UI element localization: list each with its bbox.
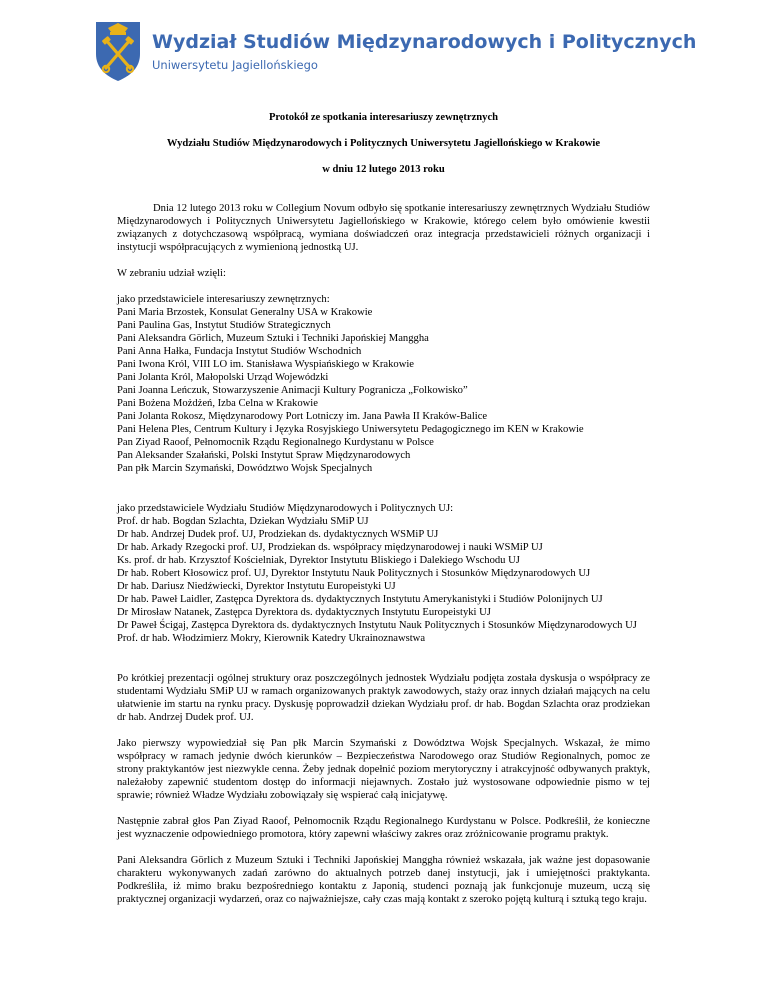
discussion-paragraph: Następnie zabrał głos Pan Ziyad Raoof, Pełnomocnik Rządu Regionalnego Kurdystanu w Polsce. Podkreślił, że konieczne jest wyznaczenie odpowiedniego promotora, który zapewni właściwy zakres oraz zróżnicowanie programu praktyk. [117,816,650,840]
university-name: Uniwersytetu Jagiellońskiego [152,58,318,72]
list-item: Pani Anna Hałka, Fundacja Instytut Studiów Wschodnich [117,346,362,357]
list-item: Dr Paweł Ścigaj, Zastępca Dyrektora ds. dydaktycznych Instytutu Nauk Politycznych i Stosunków Międzynarodowych UJ [117,620,637,631]
discussion-paragraph: Po krótkiej prezentacji ogólnej struktury oraz poszczególnych jednostek Wydziału podjęta została dyskusja o współpracy ze studentami Wydziału SMiP UJ w ramach organizowanych praktyk zawodowych, staży oraz innych działań mających na celu ułatwienie im startu na rynku pracy. Dyskusję poprowadził dziekan Wydziału prof. dr hab. Bogdan Szlachta oraz prodziekan dr hab. Andrzej Dudek prof. UJ. [117,673,650,723]
list-item: Prof. dr hab. Włodzimierz Mokry, Kierownik Katedry Ukrainoznawstwa [117,633,426,644]
attendance-heading: W zebraniu udział wzięli: [117,268,226,279]
list-item: Pani Iwona Król, VIII LO im. Stanisława Wyspiańskiego w Krakowie [117,359,415,370]
list-item: Pan Ziyad Raoof, Pełnomocnik Rządu Regionalnego Kurdystanu w Polsce [117,437,434,448]
list-item: Pani Paulina Gas, Instytut Studiów Strategicznych [117,320,331,331]
list-item: Pan płk Marcin Szymański, Dowództwo Wojsk Specjalnych [117,463,373,474]
document-title: Protokół ze spotkania interesariuszy zewnętrznych [268,112,499,123]
document-subtitle: Wydziału Studiów Międzynarodowych i Politycznych Uniwersytetu Jagiellońskiego w Krakowie [166,138,601,149]
list-item: Pani Helena Ples, Centrum Kultury i Języka Rosyjskiego Uniwersytetu Pedagogicznego im KEN w Krakowie [117,424,584,435]
list-item: Dr Mirosław Natanek, Zastępca Dyrektora ds. dydaktycznych Instytutu Europeistyki UJ [117,607,491,618]
list-item: Pan Aleksander Szałański, Polski Instytut Spraw Międzynarodowych [117,450,411,461]
letterhead [94,20,734,82]
list-item: Dr hab. Andrzej Dudek prof. UJ, Prodziekan ds. dydaktycznych WSMiP UJ [117,529,439,540]
list-item: Pani Jolanta Król, Małopolski Urząd Wojewódzki [117,372,329,383]
list-item: Prof. dr hab. Bogdan Szlachta, Dziekan Wydziału SMiP UJ [117,516,369,527]
faculty-name: Wydział Studiów Międzynarodowych i Politycznych [152,31,697,53]
external-attendees-list [117,306,650,475]
discussion-paragraph: Jako pierwszy wypowiedział się Pan płk Marcin Szymański z Dowództwa Wojsk Specjalnych. Wskazał, że mimo współpracy w ramach jedynie dwóch kierunków – Bezpieczeństwa Narodowego oraz Studiów Regionalnych, pomoc ze strony praktykantów jest niezwykle cenna. Żeby jednak dopełnić poziom merytoryczny i atrakcyjność odbywanych praktyk, należałoby zapewnić studentom dostęp do informacji niejawnych. Zostało już wystosowane odpowiednie pismo w tej sprawie; również Władze Wydziału zobowiązały się wspierać całą inicjatywę. [117,738,650,801]
list-item: Pani Joanna Leńczuk, Stowarzyszenie Animacji Kultury Pogranicza „Folkowisko” [117,385,468,396]
intro-paragraph: Dnia 12 lutego 2013 roku w Collegium Novum odbyło się spotkanie interesariuszy zewnętrznych Wydziału Studiów Międzynarodowych i Politycznych Uniwersytetu Jagiellońskiego w Krakowie, którego celem było omówienie kwestii związanych z dotychczasową współpracą, wymiana doświadczeń oraz integracja przedstawicieli różnych organizacji i instytucji współpracujących z wymienioną jednostką UJ. [117,203,650,253]
list-item: Ks. prof. dr hab. Krzysztof Kościelniak, Dyrektor Instytutu Bliskiego i Dalekiego Wschodu UJ [117,555,520,566]
list-item: Pani Jolanta Rokosz, Międzynarodowy Port Lotniczy im. Jana Pawła II Kraków-Balice [117,411,488,422]
list-item: Dr hab. Paweł Laidler, Zastępca Dyrektora ds. dydaktycznych Instytutu Amerykanistyki i Studiów Polonijnych UJ [117,594,603,605]
list-item: Dr hab. Robert Kłosowicz prof. UJ, Dyrektor Instytutu Nauk Politycznych i Stosunków Międzynarodowych UJ [117,568,591,579]
protocol-body [117,103,650,906]
list-item: Dr hab. Arkady Rzegocki prof. UJ, Prodziekan ds. współpracy międzynarodowej i nauki WSMiP UJ [117,542,543,553]
university-crest-icon [94,20,142,82]
internal-heading: jako przedstawiciele Wydziału Studiów Międzynarodowych i Politycznych UJ: [117,503,454,514]
list-item: Dr hab. Dariusz Niedźwiecki, Dyrektor Instytutu Europeistyki UJ [117,581,396,592]
internal-attendees-list [117,515,650,645]
document-date: w dniu 12 lutego 2013 roku [322,164,445,175]
list-item: Pani Aleksandra Görlich, Muzeum Sztuki i Techniki Japońskiej Manggha [117,333,429,344]
discussion-paragraph: Pani Aleksandra Görlich z Muzeum Sztuki i Techniki Japońskiej Manggha również wskazała, jak ważne jest dopasowanie charakteru wykonywanych zadań zarówno do aktualnych potrzeb danej instytucji, jak i umiejętności praktykanta. Podkreśliła, iż mimo braku bezpośredniego kontaktu z Japonią, studenci poznają jak funkcjonuje muzeum, uczą się praktycznej organizacji wydarzeń, oraz co najważniejsze, cały czas mają kontakt z szeroko pojętą kulturą i sztuką tego kraju. [117,855,650,905]
list-item: Pani Bożena Możdżeń, Izba Celna w Krakowie [117,398,318,409]
list-item: Pani Maria Brzostek, Konsulat Generalny USA w Krakowie [117,307,373,318]
external-heading: jako przedstawiciele interesariuszy zewnętrznych: [117,294,330,305]
